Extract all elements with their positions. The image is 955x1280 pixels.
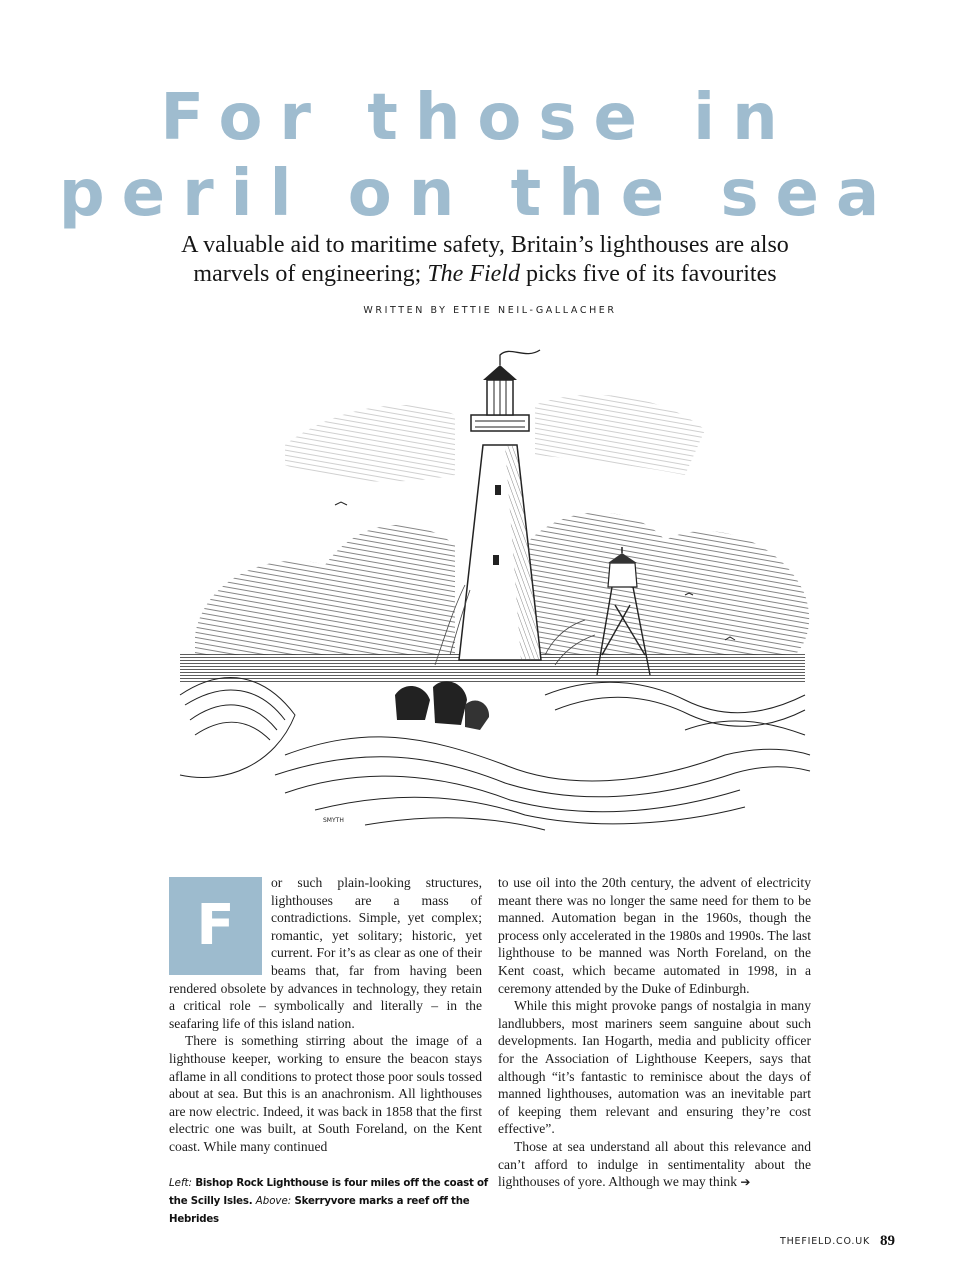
- body-paragraph-3: to use oil into the 20th century, the advent of electricity meant there was no longer the same need for them to be manned. Automation began in the 1960s, though the process only accelerated in the 1980s and 1990s. The last lighthouse to be manned was North Foreland, on the Kent coast, which became automated in 1998, in a ceremony attended by the Duke of Edinburgh.: [498, 875, 811, 996]
- body-paragraph-4: While this might provoke pangs of nostalgia in many landlubbers, most mariners seem sanguine about such developments. Ian Hogarth, media and publicity officer for the Association of Lighthouse Keepers, says that although “it’s fantastic to reminisce about the days of manned lighthouses, automation was an inevitable part of keeping them relevant and ensuring they’re cost effective”.: [498, 998, 811, 1137]
- image-caption: [169, 1175, 489, 1229]
- standfirst: [90, 231, 880, 289]
- body-paragraph-2: There is something stirring about the image of a lighthouse keeper, working to ensure the beacon stays aflame in all conditions to protect those poor souls tossed about at sea. But this is an anachronism. All lighthouses are now electric. Indeed, it was back in 1858 that the first electric one was built, at South Foreland, on the Kent coast. While many continued: [169, 1033, 482, 1154]
- body-column-right: [498, 874, 811, 1192]
- page-number: 89: [880, 1232, 895, 1249]
- body-column-left: [169, 874, 482, 1156]
- headline-line-1: For those in: [160, 81, 795, 155]
- caption-left-text: Bishop Rock Lighthouse is four miles off the coast of the Scilly Isles.: [169, 1178, 489, 1207]
- continue-arrow-icon: ➔: [740, 1175, 751, 1190]
- dropcap: F: [169, 877, 262, 975]
- caption-above-label: Above:: [255, 1196, 292, 1207]
- lighthouse-engraving: [165, 335, 820, 840]
- engraver-signature: SMYTH: [323, 817, 344, 824]
- caption-left-label: Left:: [169, 1178, 192, 1189]
- body-paragraph-1: or such plain-looking structures, lighthouses are a mass of contradictions. Simple, yet complex; romantic, yet solitary; historic, yet current. For it’s as clear as one of their beams that, far from having been rendered obsolete by advances in technology, they retain a critical role – symbolically and literally – in the seafaring life of this island nation.: [169, 875, 482, 1031]
- standfirst-line-1: A valuable aid to maritime safety, Britain’s lighthouses are also: [181, 232, 789, 258]
- page-footer: [780, 1232, 895, 1250]
- standfirst-line-2: [90, 260, 880, 289]
- footer-site: THEFIELD.CO.UK: [780, 1235, 870, 1247]
- body-paragraph-5-text: Those at sea understand all about this relevance and can’t afford to indulge in sentimentality about the lighthouses of yore. Although we may think: [498, 1138, 811, 1190]
- byline: WRITTEN BY ETTIE NEIL-GALLACHER: [363, 305, 617, 316]
- body-paragraph-5: [498, 1138, 811, 1192]
- bishop-rock-lighthouse: [459, 350, 541, 660]
- waves: [180, 678, 810, 830]
- magazine-title: The Field: [427, 261, 520, 287]
- standfirst-line-2-start: marvels of engineering;: [193, 261, 428, 287]
- standfirst-line-2-end: picks five of its favourites: [519, 261, 777, 287]
- caption-above-text: Skerryvore marks a reef off the Hebrides: [169, 1196, 470, 1225]
- rocks: [395, 681, 489, 730]
- headline-line-2: peril on the sea: [58, 157, 897, 231]
